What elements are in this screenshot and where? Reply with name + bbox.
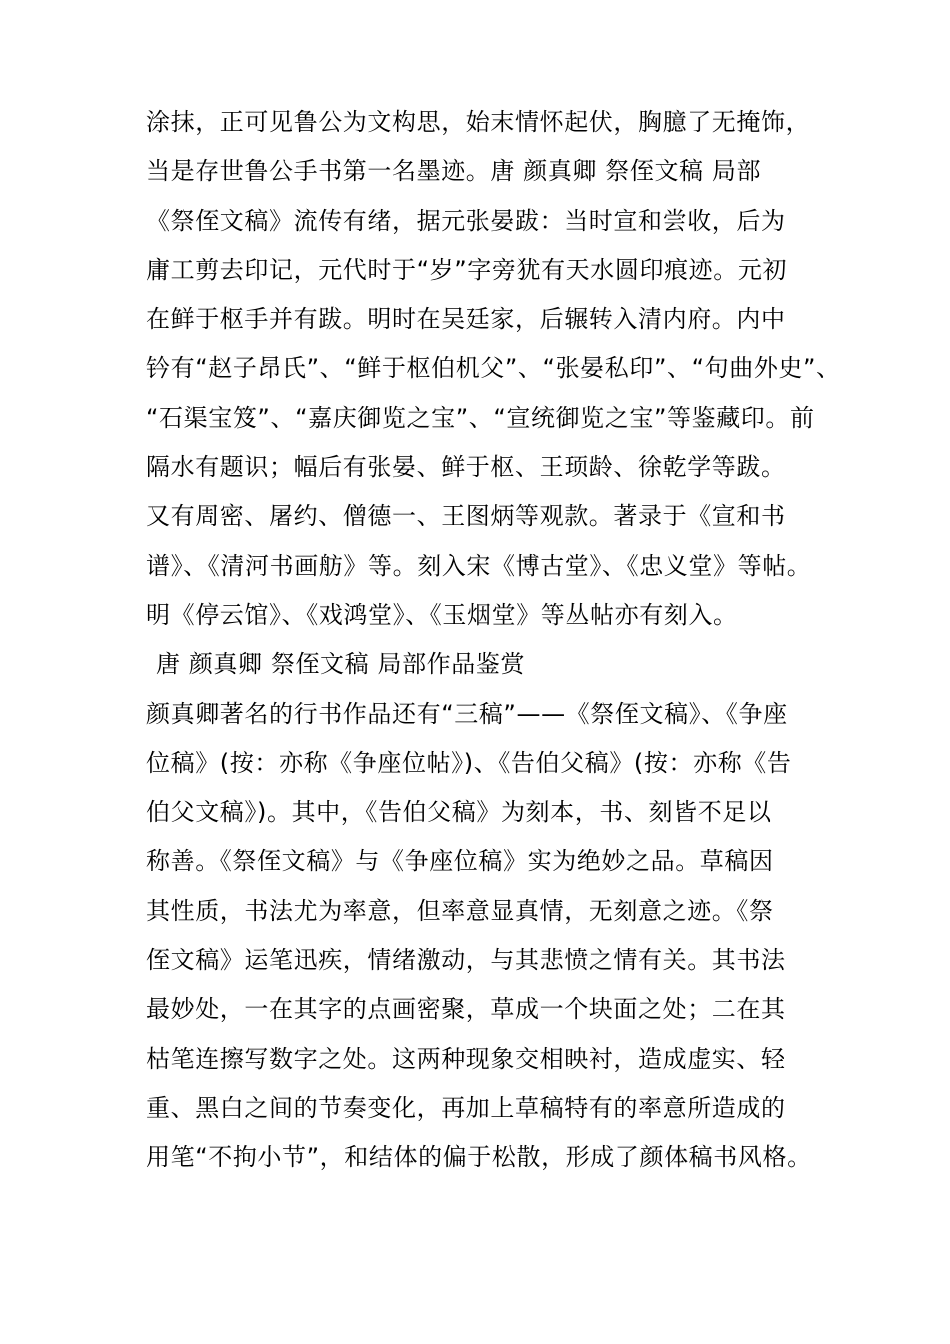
- text-line: 谱》、《清河书画舫》等。刻入宋《博古堂》、《忠义堂》等帖。: [146, 551, 812, 580]
- text-line: 最妙处，一在其字的点画密聚，草成一个块面之处；二在其: [146, 995, 786, 1024]
- text-line: 当是存世鲁公手书第一名墨迹。唐 颜真卿 祭侄文稿 局部: [146, 157, 762, 186]
- text-line: 明《停云馆》、《戏鸿堂》、《玉烟堂》等丛帖亦有刻入。: [146, 600, 738, 629]
- text-line: 在鲜于枢手并有跋。明时在吴廷家，后辗转入清内府。内中: [146, 305, 786, 334]
- section-heading: 唐 颜真卿 祭侄文稿 局部作品鉴赏: [156, 650, 526, 679]
- text-line: 侄文稿》运笔迅疾，情绪激动，与其悲愤之情有关。其书法: [146, 946, 786, 975]
- text-line: 用笔“不拘小节”，和结体的偏于松散，形成了颜体稿书风格。: [146, 1143, 812, 1172]
- text-line: 隔水有题识；幅后有张晏、鲜于枢、王顼龄、徐乾学等跋。: [146, 453, 786, 482]
- body-text: [146, 98, 841, 1183]
- text-line: 涂抹，正可见鲁公为文构思，始末情怀起伏，胸臆了无掩饰，: [146, 108, 811, 136]
- text-line: 钤有“赵子昂氏”、“鲜于枢伯机父”、“张晏私印”、“句曲外史”、: [146, 354, 841, 383]
- text-line: 位稿》(按：亦称《争座位帖》)、《告伯父稿》(按：亦称《告: [146, 748, 792, 777]
- text-line: 又有周密、屠约、僧德一、王图炳等观款。著录于《宣和书: [146, 502, 786, 531]
- text-line: 枯笔连擦写数字之处。这两种现象交相映衬，造成虚实、轻: [146, 1044, 786, 1073]
- text-line: 庸工剪去印记，元代时于“岁”字旁犹有天水圆印痕迹。元初: [146, 255, 788, 284]
- text-line: 称善。《祭侄文稿》与《争座位稿》实为绝妙之品。草稿因: [146, 847, 774, 876]
- text-line: 其性质，书法尤为率意，但率意显真情，无刻意之迹。《祭: [146, 896, 774, 925]
- text-line: 颜真卿著名的行书作品还有“三稿”——《祭侄文稿》、《争座: [146, 699, 788, 728]
- text-line: 重、黑白之间的节奏变化，再加上草稿特有的率意所造成的: [146, 1093, 786, 1122]
- text-line: “石渠宝笈”、“嘉庆御览之宝”、“宣统御览之宝”等鉴藏印。前: [146, 403, 815, 432]
- text-line: 伯父文稿》)。其中，《告伯父稿》为刻本，书、刻皆不足以: [146, 798, 772, 827]
- text-line: 《祭侄文稿》流传有绪，据元张晏跋：当时宣和尝收，后为: [146, 206, 786, 235]
